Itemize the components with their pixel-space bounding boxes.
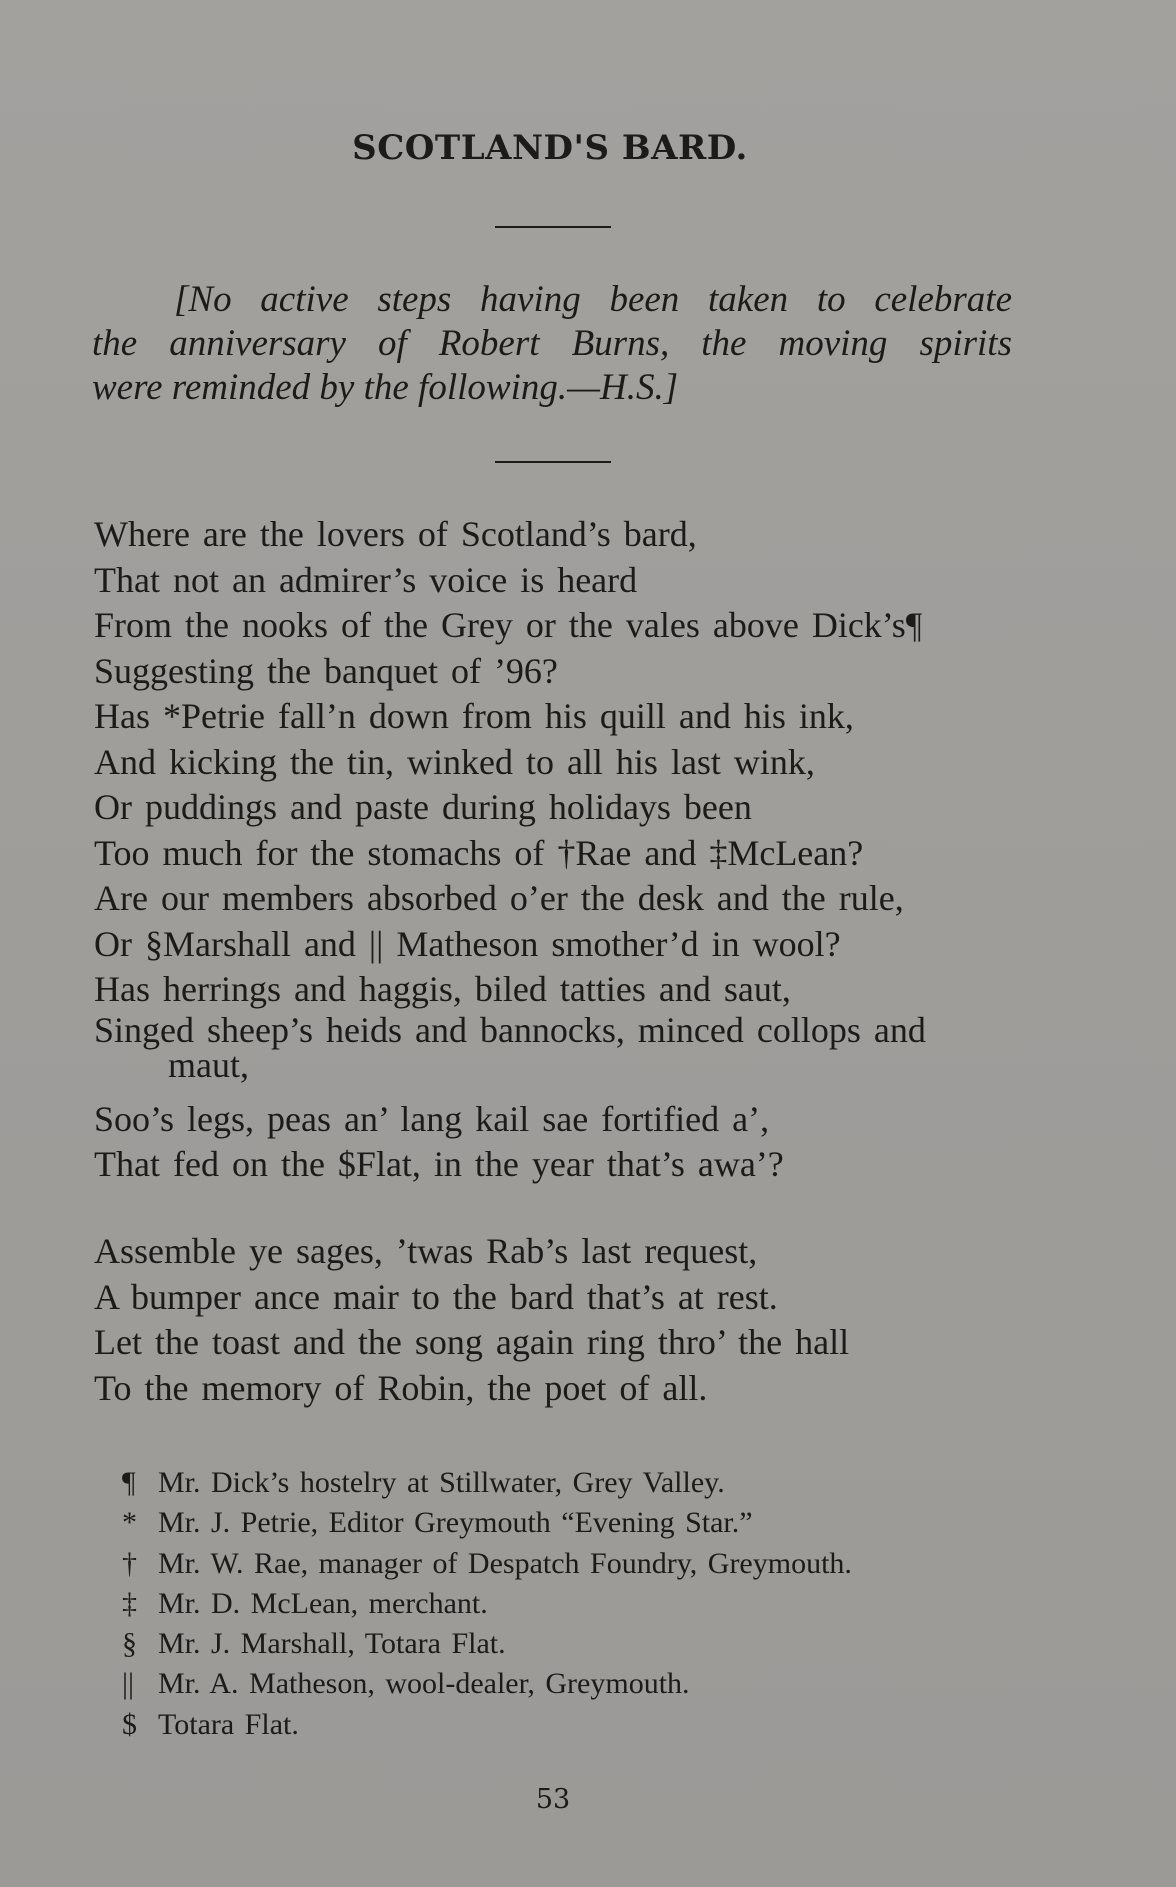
verse-line: Assemble ye sages, ’twas Rab’s last request, (94, 1231, 758, 1271)
footnote (122, 1463, 1042, 1503)
page-number: 53 (535, 1784, 571, 1815)
footnote (122, 1503, 1042, 1543)
footnote (122, 1544, 1042, 1584)
verse-line: Suggesting the banquet of ’96? (94, 650, 558, 691)
footnote-symbol: ‡ (122, 1586, 137, 1620)
preface-note (92, 278, 1012, 410)
verse-line: That not an admirer’s voice is heard (94, 559, 638, 600)
verse-line: Soo’s legs, peas an’ lang kail sae fortified a’, (94, 1098, 770, 1139)
preface-line: [No active steps having been taken to celebrate (174, 279, 1012, 320)
preface-line: were reminded by the following.—H.S.] (92, 367, 679, 408)
footnote-text: Totara Flat. (158, 1707, 299, 1741)
preface-line: the anniversary of Robert Burns, the moving spirits (92, 323, 1012, 364)
footnote-text: Mr. D. McLean, merchant. (158, 1586, 488, 1620)
verse-line: To the memory of Robin, the poet of all. (94, 1367, 708, 1408)
footnote-text: Mr. A. Matheson, wool-dealer, Greymouth. (158, 1667, 690, 1701)
stanza-one (94, 512, 1024, 1188)
verse-line: Has *Petrie fall’n down from his quill and his ink, (94, 696, 854, 736)
poem-title: SCOTLAND'S BARD. (352, 128, 748, 168)
verse-line: Where are the lovers of Scotland’s bard, (94, 514, 697, 554)
footnote-text: Mr. J. Marshall, Totara Flat. (158, 1627, 506, 1661)
footnote-symbol: || (122, 1667, 135, 1701)
footnote-symbol: $ (122, 1707, 137, 1741)
verse-line: And kicking the tin, winked to all his last wink, (94, 741, 815, 782)
verse-line: Singed sheep’s heids and bannocks, minced collops and (94, 1009, 926, 1050)
footnote-text: Mr. Dick’s hostelry at Stillwater, Grey Valley. (158, 1466, 725, 1499)
footnote (122, 1705, 1042, 1745)
verse-line: Or §Marshall and || Matheson smother’d in wool? (94, 923, 841, 964)
verse-line: Let the toast and the song again ring thro’ the hall (94, 1322, 850, 1362)
footnote (122, 1624, 1042, 1664)
footnote-text: Mr. J. Petrie, Editor Greymouth “Evening Star.” (158, 1506, 753, 1540)
verse-line: Or puddings and paste during holidays been (94, 787, 752, 827)
stanza-two (94, 1229, 1024, 1411)
verse-line-continuation: maut, (168, 1044, 249, 1085)
divider-rule (495, 461, 611, 463)
footnotes (122, 1463, 1042, 1745)
verse-line: Has herrings and haggis, biled tatties and saut, (94, 969, 791, 1009)
verse-line: That fed on the $Flat, in the year that’s awa’? (94, 1144, 784, 1184)
footnote-text: Mr. W. Rae, manager of Despatch Foundry, Greymouth. (158, 1546, 852, 1580)
footnote-symbol: † (122, 1546, 137, 1580)
footnote (122, 1584, 1042, 1624)
verse-line: Are our members absorbed o’er the desk and the rule, (94, 878, 904, 918)
footnote-symbol: § (122, 1627, 137, 1661)
footnote-symbol: ¶ (122, 1466, 136, 1499)
verse-line: A bumper ance mair to the bard that’s at rest. (94, 1276, 778, 1317)
verse-line: From the nooks of the Grey or the vales above Dick’s¶ (94, 605, 923, 645)
divider-rule (495, 226, 611, 228)
footnote (122, 1664, 1042, 1704)
verse-line: Too much for the stomachs of †Rae and ‡McLean? (94, 832, 864, 873)
footnote-symbol: * (122, 1506, 137, 1540)
